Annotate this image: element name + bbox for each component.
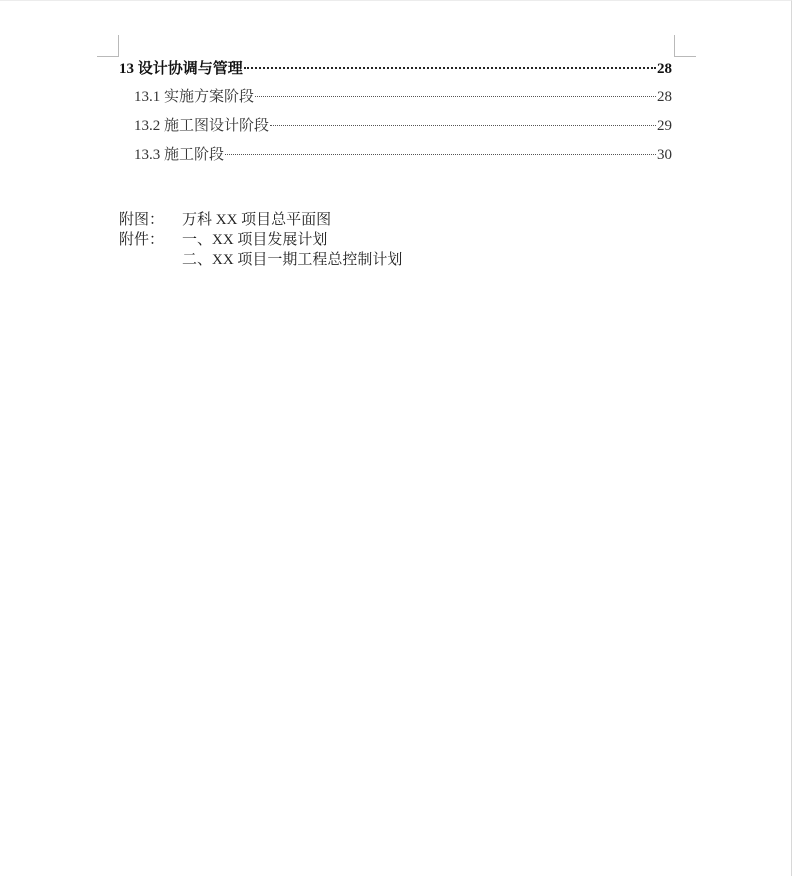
attachments-section xyxy=(119,210,402,270)
table-of-contents xyxy=(119,58,672,173)
annex-row xyxy=(119,230,402,250)
toc-entry-page: 29 xyxy=(657,118,672,134)
toc-entry-title: 13.1 实施方案阶段 xyxy=(134,89,255,105)
margin-corner-mark-right xyxy=(674,35,696,57)
toc-entry[interactable] xyxy=(119,115,672,144)
toc-dot-leader xyxy=(244,67,656,69)
figure-label: 附图： xyxy=(119,212,165,228)
toc-entry-title: 13.2 施工图设计阶段 xyxy=(134,118,270,134)
annex-item: 一、XX 项目发展计划 xyxy=(182,232,328,248)
figure-row xyxy=(119,210,402,230)
figure-text: 万科 XX 项目总平面图 xyxy=(182,212,332,228)
annex-label: 附件： xyxy=(119,232,165,248)
toc-entry-page: 28 xyxy=(657,89,672,105)
annex-row xyxy=(119,250,402,270)
toc-entry-page: 30 xyxy=(657,147,672,163)
toc-entry[interactable] xyxy=(119,144,672,173)
toc-entry-title: 13.3 施工阶段 xyxy=(134,147,225,163)
annex-item: 二、XX 项目一期工程总控制计划 xyxy=(182,252,403,268)
toc-entry[interactable] xyxy=(119,58,672,86)
toc-entry[interactable] xyxy=(119,86,672,115)
toc-dot-leader xyxy=(255,96,656,97)
toc-dot-leader xyxy=(270,125,656,126)
toc-entry-page: 28 xyxy=(657,61,672,77)
toc-entry-title: 13 设计协调与管理 xyxy=(119,61,243,77)
margin-corner-mark-left xyxy=(97,35,119,57)
toc-dot-leader xyxy=(225,154,656,155)
